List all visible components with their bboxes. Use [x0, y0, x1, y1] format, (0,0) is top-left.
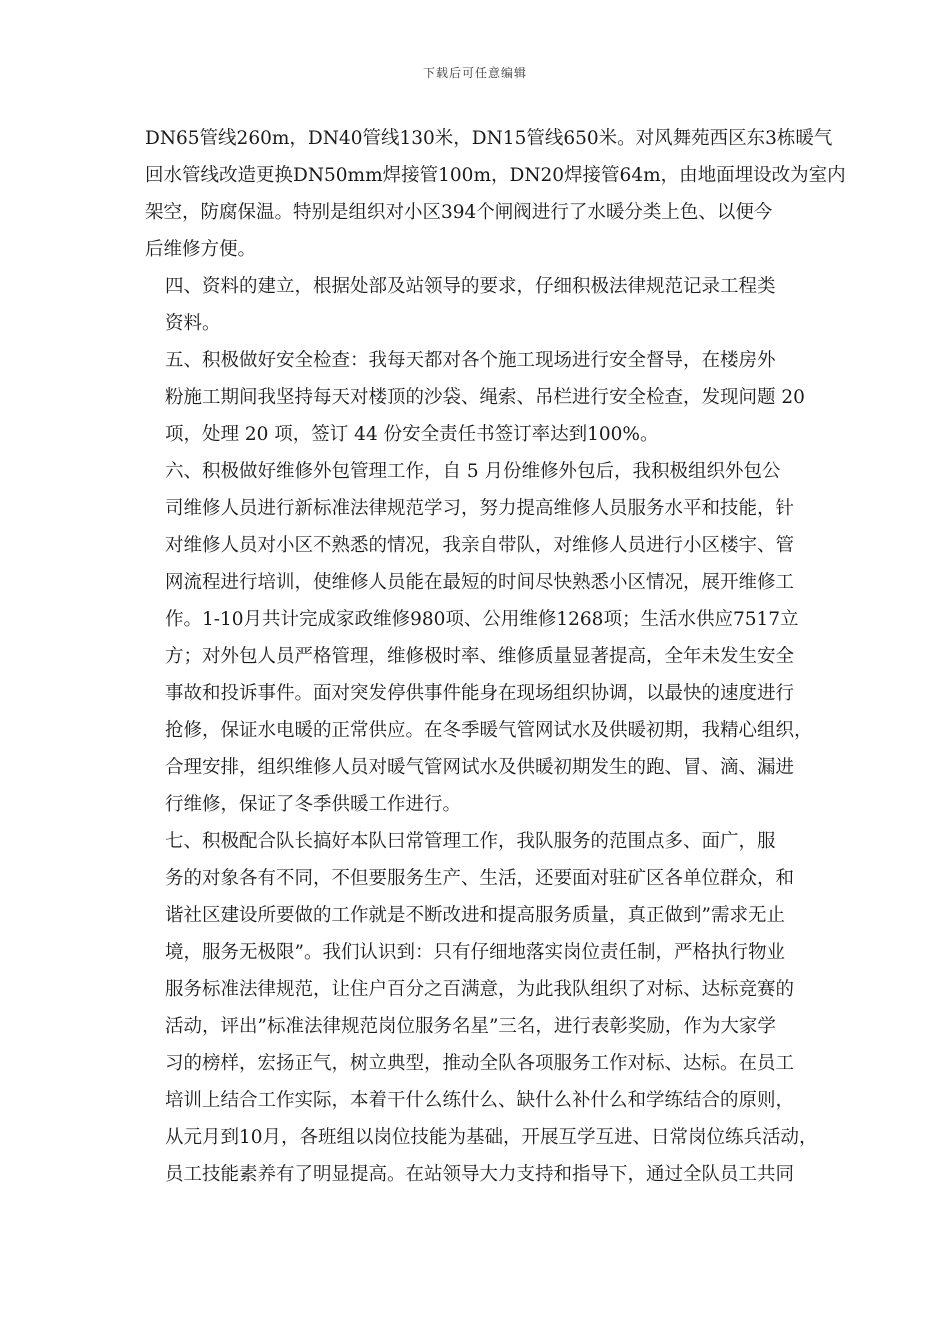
text-line: 七、积极配合队长搞好本队曰常管理工作，我队服务的范围点多、面广，服: [165, 831, 776, 852]
text-line: 粉施工期间我坚持每天对楼顶的沙袋、绳索、吊栏进行安全检查，发现问题 20: [165, 387, 805, 408]
text-line: 谐社区建设所要做的工作就是不断改进和提高服务质量，真正做到”需求无止: [165, 905, 785, 926]
text-line: 项，处理 20 项，签订 44 份安全责任书签订率达到100%。: [165, 424, 659, 445]
text-line: 司维修人员进行新标准法律规范学习，努力提高维修人员服务水平和技能，针: [165, 498, 795, 519]
paragraph-section-seven: [145, 823, 818, 1193]
text-line: 回水管线改造更换DN50mm焊接管100m，DN20焊接管64m，由地面埋设改为室内: [145, 165, 846, 186]
text-line: 作。1-10月共计完成家政维修980项、公用维修1268项；生活水供应7517立: [165, 609, 799, 630]
paragraph-section-five: [145, 342, 807, 453]
text-line: 四、资料的建立，根据处部及站领导的要求，仔细积极法律规范记录工程类: [165, 276, 776, 297]
text-line: 合理安排，组织维修人员对暖气管网试水及供暖初期发生的跑、冒、滴、漏进: [165, 757, 795, 778]
page-header-note: 下载后可任意编辑: [422, 66, 527, 80]
text-line: DN65管线260m，DN40管线130米，DN15管线650米。对风舞苑西区东3栋暖气: [145, 128, 833, 149]
text-line: 架空，防腐保温。特别是组织对小区394个闸阀进行了水暖分类上色、以便今: [145, 202, 773, 223]
text-line: 境，服务无极限”。我们认识到：只有仔细地落实岗位责任制，严格执行物业: [165, 942, 785, 963]
paragraph-pipeline-work: [145, 120, 846, 268]
text-line: 培训上结合工作实际，本着干什么练什么、缺什么补什么和学练结合的原则，: [165, 1090, 795, 1111]
text-line: 资料。: [165, 313, 221, 334]
paragraph-section-six: [145, 453, 813, 823]
text-line: 员工技能素养有了明显提高。在站领导大力支持和指导下，通过全队员工共同: [165, 1164, 795, 1185]
text-line: 务的对象各有不同，不但要服务生产、生活，还要面对驻矿区各单位群众，和: [165, 868, 795, 889]
paragraph-section-four: [145, 268, 807, 342]
text-line: 事故和投诉事件。面对突发停供事件能身在现场组织协调，以最快的速度进行: [165, 683, 795, 704]
text-line: 抢修，保证水电暖的正常供应。在冬季暖气管网试水及供暖初期，我精心组织，: [165, 720, 813, 741]
text-line: 服务标准法律规范，让住户百分之百满意，为此我队组织了对标、达标竞赛的: [165, 979, 795, 1000]
text-line: 方；对外包人员严格管理，维修极时率、维修质量显著提高，全年未发生安全: [165, 646, 795, 667]
text-line: 从元月到10月，各班组以岗位技能为基础，开展互学互进、日常岗位练兵活动，: [165, 1127, 818, 1148]
text-line: 活动，评出”标准法律规范岗位服务名星”三名，进行表彰奖励，作为大家学: [165, 1016, 776, 1037]
text-line: 习的榜样，宏扬正气，树立典型，推动全队各项服务工作对标、达标。在员工: [165, 1053, 795, 1074]
document-body: [145, 120, 846, 1193]
text-line: 行维修，保证了冬季供暖工作进行。: [165, 794, 462, 815]
text-line: 五、积极做好安全检查：我每天都对各个施工现场进行安全督导，在楼房外: [165, 350, 776, 371]
text-line: 对维修人员对小区不熟悉的情况，我亲自带队，对维修人员进行小区楼宇、管: [165, 535, 795, 556]
text-line: 六、积极做好维修外包管理工作，自 5 月份维修外包后，我积极组织外包公: [165, 461, 781, 482]
text-line: 网流程进行培训，使维修人员能在最短的时间尽快熟悉小区情况，展开维修工: [165, 572, 795, 593]
text-line: 后维修方便。: [145, 239, 257, 260]
